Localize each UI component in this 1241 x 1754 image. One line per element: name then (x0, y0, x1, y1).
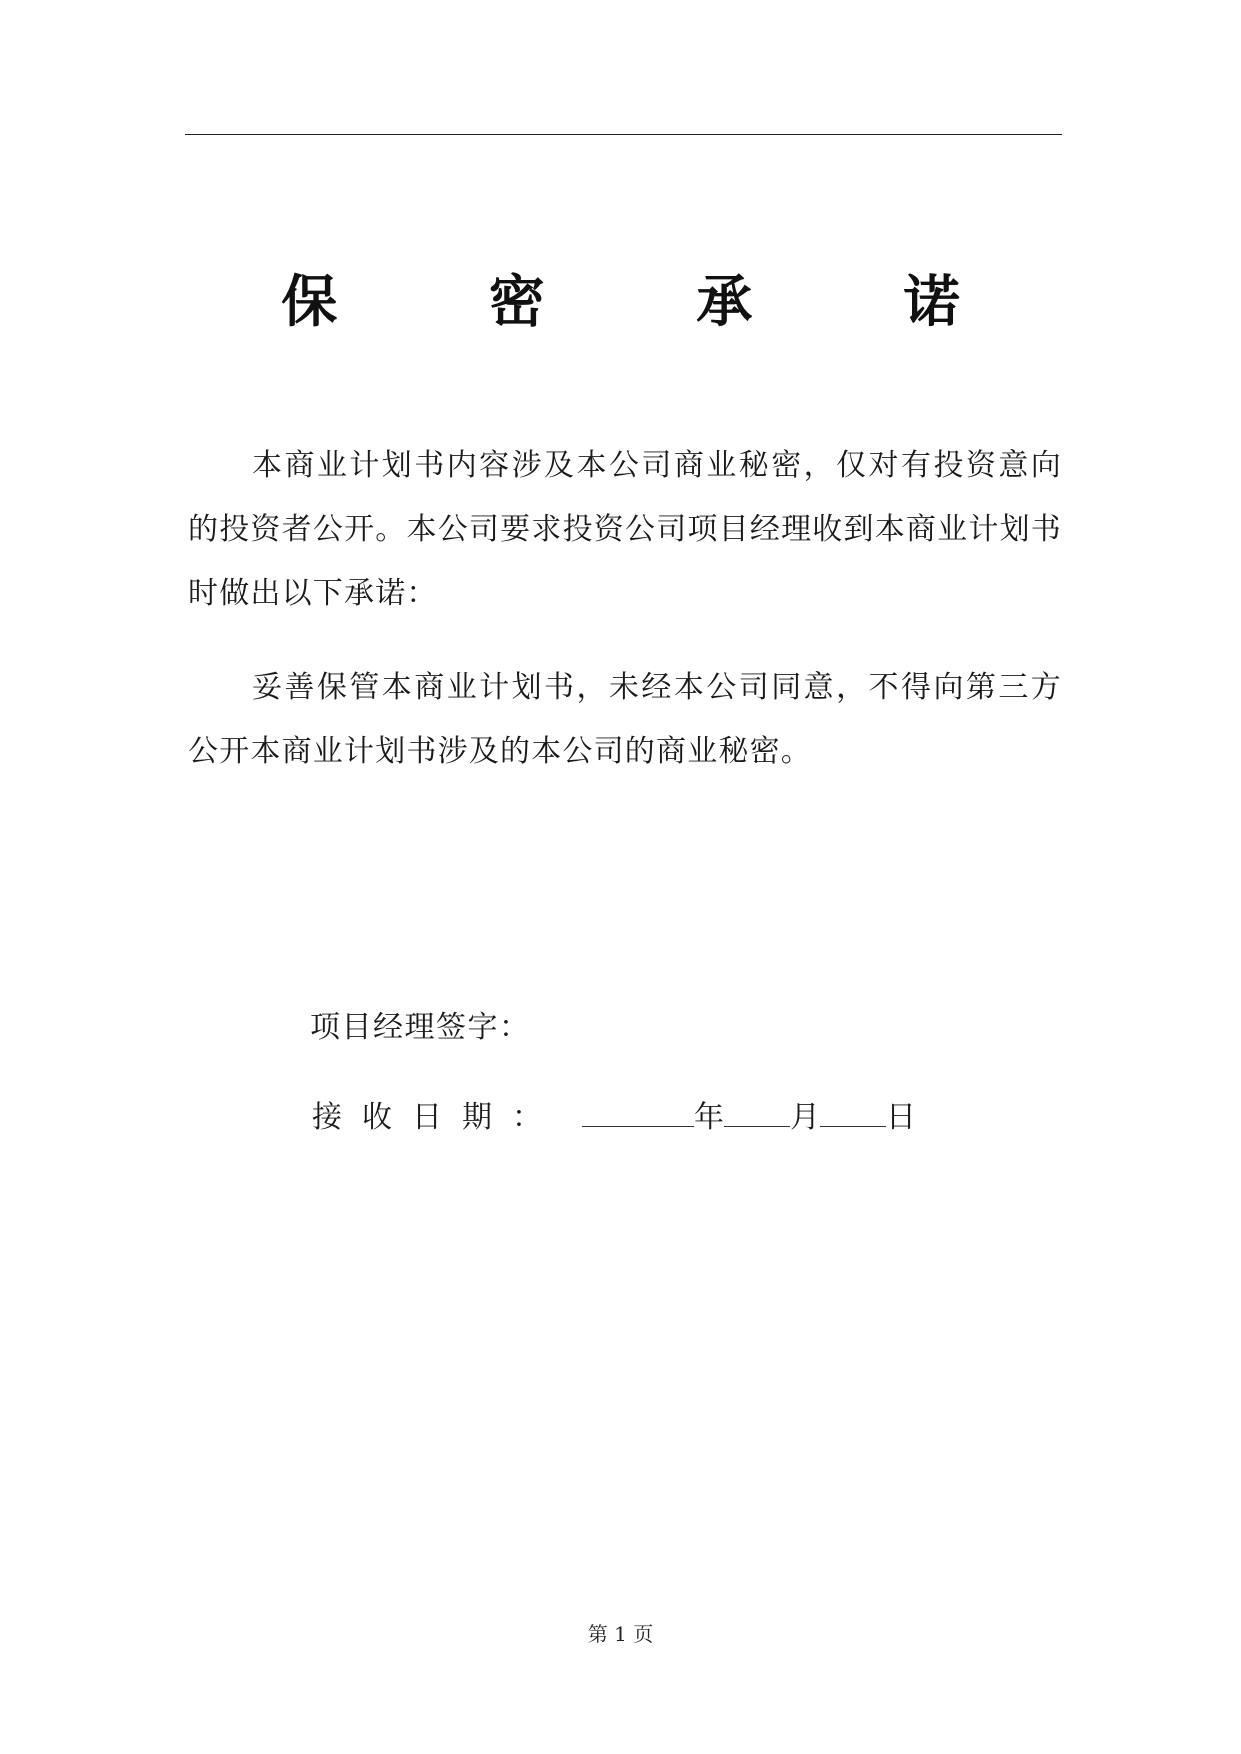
day-unit: 日 (886, 1100, 916, 1135)
date-label: 接收日期： (312, 1100, 562, 1135)
year-unit: 年 (694, 1100, 724, 1135)
day-blank (820, 1092, 886, 1127)
header-rule (185, 134, 1062, 135)
paragraph-commitment-intro: 本商业计划书内容涉及本公司商业秘密，仅对有投资意向的投资者公开。本公司要求投资公司项目经理收到本商业计划书时做出以下承诺： (188, 448, 1062, 611)
month-blank (724, 1092, 790, 1127)
paragraph-commitment-terms: 妥善保管本商业计划书，未经本公司同意，不得向第三方公开本商业计划书涉及的本公司的商业秘密。 (188, 670, 1062, 769)
document-title: 保 密 承 诺 (281, 269, 1026, 335)
month-unit: 月 (790, 1100, 820, 1135)
page-number: 第 1 页 (587, 1622, 654, 1646)
year-blank (582, 1092, 694, 1127)
signature-label: 项目经理签字： (310, 1010, 531, 1045)
date-row (312, 1092, 916, 1143)
